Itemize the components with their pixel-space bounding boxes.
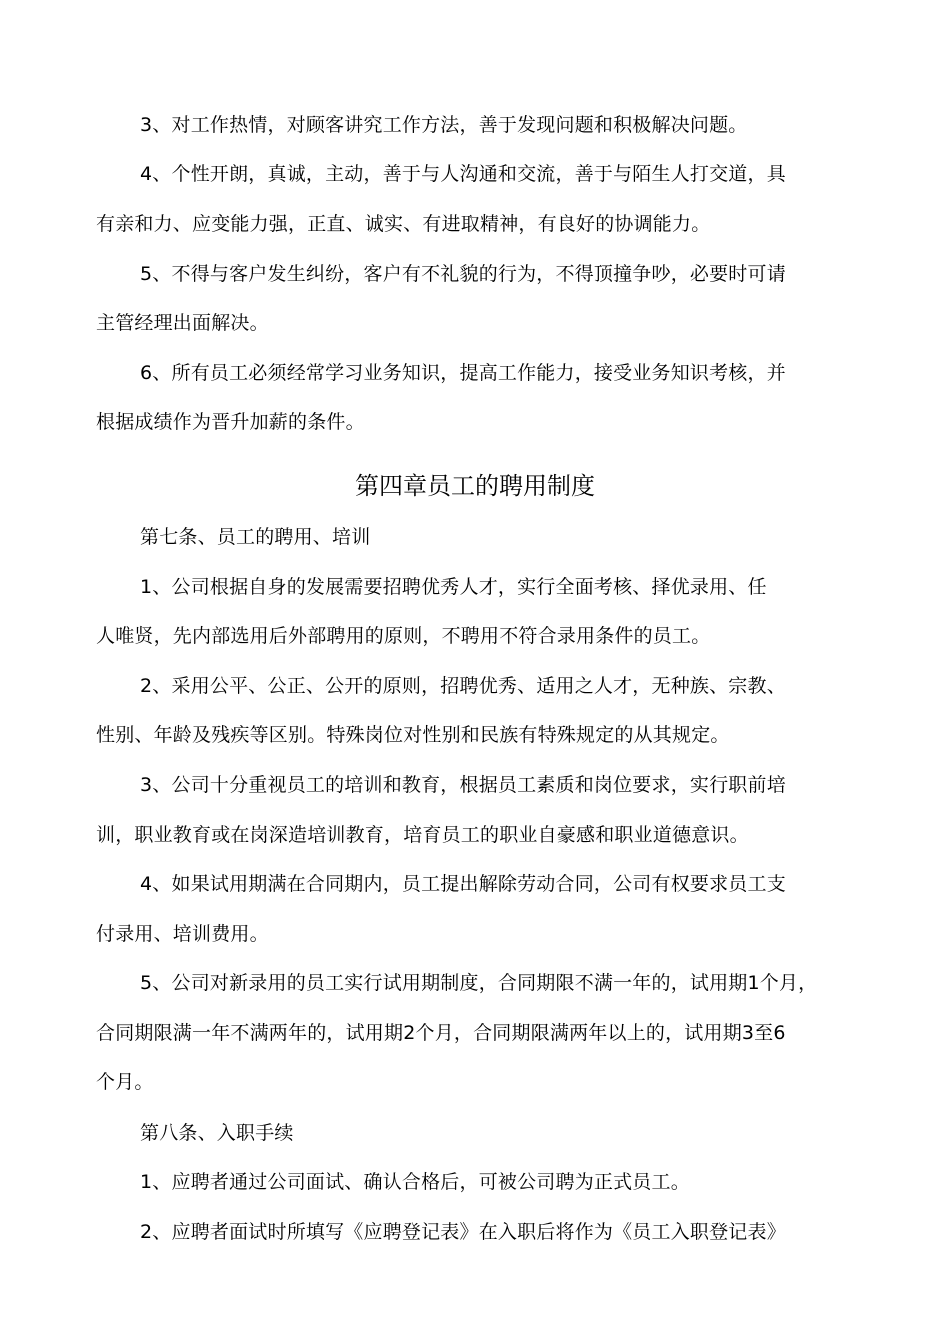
paragraph-line: 5、不得与客户发生纠纷，客户有不礼貌的行为，不得顶撞争吵，必要时可请: [140, 263, 786, 285]
paragraph-line: 付录用、培训费用。: [96, 923, 269, 945]
chapter-title: 第四章员工的聘用制度: [355, 472, 595, 500]
paragraph-line: 主管经理出面解决。: [96, 312, 269, 334]
paragraph-line: 1、应聘者通过公司面试、确认合格后，可被公司聘为正式员工。: [140, 1171, 690, 1193]
paragraph-line: 4、个性开朗，真诚，主动，善于与人沟通和交流，善于与陌生人打交道，具: [140, 163, 786, 185]
paragraph-line: 性别、年龄及残疾等区别。特殊岗位对性别和民族有特殊规定的从其规定。: [96, 724, 730, 746]
paragraph-line: 5、公司对新录用的员工实行试用期制度，合同期限不满一年的，试用期1个月，: [140, 972, 818, 994]
paragraph-line: 根据成绩作为晋升加薪的条件。: [96, 411, 365, 433]
section-title: 第八条、入职手续: [140, 1122, 294, 1144]
paragraph-line: 1、公司根据自身的发展需要招聘优秀人才，实行全面考核、择优录用、任: [140, 576, 767, 598]
paragraph-line: 有亲和力、应变能力强，正直、诚实、有进取精神，有良好的协调能力。: [96, 213, 711, 235]
paragraph-line: 2、应聘者面试时所填写《应聘登记表》在入职后将作为《员工入职登记表》: [140, 1221, 786, 1243]
section-title: 第七条、员工的聘用、培训: [140, 526, 371, 548]
paragraph-line: 3、对工作热情，对顾客讲究工作方法，善于发现问题和积极解决问题。: [140, 114, 748, 136]
paragraph-line: 2、采用公平、公正、公开的原则，招聘优秀、适用之人才，无种族、宗教、: [140, 675, 786, 697]
paragraph-line: 人唯贤，先内部选用后外部聘用的原则，不聘用不符合录用条件的员工。: [96, 625, 711, 647]
paragraph-line: 6、所有员工必须经常学习业务知识，提高工作能力，接受业务知识考核，并: [140, 362, 786, 384]
paragraph-line: 训，职业教育或在岗深造培训教育，培育员工的职业自豪感和职业道德意识。: [96, 824, 749, 846]
paragraph-line: 个月。: [96, 1071, 154, 1093]
paragraph-line: 3、公司十分重视员工的培训和教育，根据员工素质和岗位要求，实行职前培: [140, 774, 786, 796]
paragraph-line: 4、如果试用期满在合同期内，员工提出解除劳动合同，公司有权要求员工支: [140, 873, 786, 895]
paragraph-line: 合同期限满一年不满两年的，试用期2个月，合同期限满两年以上的，试用期3至6: [96, 1022, 786, 1044]
